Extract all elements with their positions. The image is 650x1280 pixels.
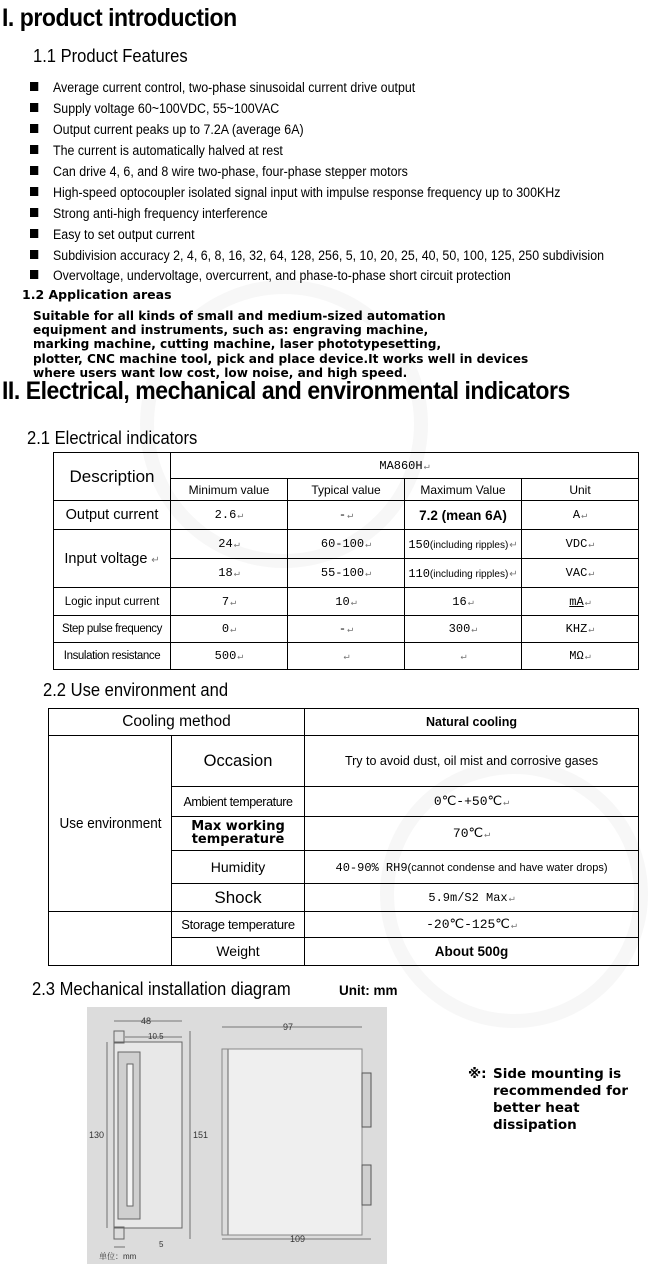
- application-text-line: Suitable for all kinds of small and medium-sized automation: [33, 308, 446, 323]
- features-heading: 1.1 Product Features: [33, 46, 188, 66]
- application-text-line: where users want low cost, low noise, and high speed.: [33, 365, 408, 380]
- table-row: [54, 616, 639, 643]
- col-header-typ: Typical value: [288, 479, 405, 501]
- cell-unit: A↵: [522, 501, 639, 530]
- bullet-square-icon: [30, 270, 38, 279]
- cell-typ: ↵: [288, 643, 405, 670]
- front-view-body: [228, 1049, 362, 1235]
- bullet-square-icon: [30, 103, 38, 112]
- max-working-value: 70℃↵: [305, 817, 639, 850]
- feature-item: Average current control, two-phase sinusoidal current drive output: [30, 80, 415, 95]
- bullet-square-icon: [30, 166, 38, 175]
- note-line: recommended for: [493, 1083, 628, 1099]
- row-label: Step pulse frequency: [54, 616, 171, 643]
- feature-item: Overvoltage, undervoltage, overcurrent, and phase-to-phase short circuit protection: [30, 268, 511, 283]
- environment-table: [48, 708, 639, 966]
- cell-typ: -↵: [288, 616, 405, 643]
- application-text-line: plotter, CNC machine tool, pick and place device.It works well in devices: [33, 351, 529, 366]
- table-row: [54, 501, 639, 530]
- dim-48: 48: [141, 1016, 152, 1026]
- application-text-line: marking machine, cutting machine, laser phototypesetting,: [33, 336, 442, 351]
- dim-130: 130: [89, 1130, 105, 1140]
- dim-5: 5: [159, 1240, 164, 1249]
- note-mark: ※:: [468, 1066, 487, 1082]
- feature-item: The current is automatically halved at rest: [30, 143, 283, 158]
- cooling-value: Natural cooling: [305, 709, 639, 736]
- col-header-max: Maximum Value: [405, 479, 522, 501]
- cell-min: 500↵: [171, 643, 288, 670]
- occasion-label: Occasion: [172, 736, 305, 787]
- bullet-square-icon: [30, 187, 38, 196]
- application-heading: 1.2 Application areas: [22, 287, 172, 302]
- bullet-square-icon: [30, 229, 38, 238]
- feature-item: Can drive 4, 6, and 8 wire two-phase, four-phase stepper motors: [30, 164, 408, 179]
- cell-unit: mA↵: [522, 588, 639, 616]
- feature-item: Easy to set output current: [30, 227, 195, 242]
- storage-label: Storage temperature: [172, 912, 305, 937]
- cell-max: 300↵: [405, 616, 522, 643]
- feature-item: Strong anti-high frequency interference: [30, 206, 268, 221]
- shock-label: Shock: [172, 883, 305, 911]
- col-header-min: Minimum value: [171, 479, 288, 501]
- blank-cell: [49, 912, 172, 966]
- side-view-tab-top: [114, 1031, 124, 1043]
- bullet-square-icon: [30, 208, 38, 217]
- mechanical-diagram: [87, 1007, 387, 1264]
- row-label: Output current: [54, 501, 171, 530]
- cell-min: 2.6↵: [171, 501, 288, 530]
- cell-max: ↵: [405, 643, 522, 670]
- max-working-label: Max working temperature: [172, 817, 305, 850]
- storage-value: -20℃-125℃↵: [305, 912, 639, 937]
- side-view-tab-bottom: [114, 1227, 124, 1239]
- mechanical-heading: 2.3 Mechanical installation diagram: [32, 979, 291, 999]
- table-row: [54, 588, 639, 616]
- mechanical-unit: Unit: mm: [339, 983, 398, 998]
- cell-min: 24↵: [171, 530, 288, 559]
- cell-max: 7.2 (mean 6A): [405, 501, 522, 530]
- col-header-unit: Unit: [522, 479, 639, 501]
- feature-item: Subdivision accuracy 2, 4, 6, 8, 16, 32, 64, 128, 256, 5, 10, 20, 25, 40, 50, 100, 125, 250 subdivision: [30, 248, 604, 263]
- model-header: MA860H↵: [171, 453, 639, 479]
- cell-unit: KHZ↵: [522, 616, 639, 643]
- dim-97: 97: [283, 1022, 294, 1032]
- diagram-svg: [87, 1007, 387, 1264]
- cell-unit: VAC↵: [522, 559, 639, 588]
- humidity-label: Humidity: [172, 850, 305, 883]
- dim-109: 109: [290, 1234, 306, 1244]
- note-line: dissipation: [493, 1117, 577, 1133]
- occasion-value: Try to avoid dust, oil mist and corrosive gases: [305, 736, 639, 787]
- cell-unit: VDC↵: [522, 530, 639, 559]
- bullet-square-icon: [30, 124, 38, 133]
- ambient-label: Ambient temperature: [172, 786, 305, 816]
- section1-title: I. product introduction: [2, 4, 237, 32]
- table-row: [54, 530, 639, 559]
- weight-value: About 500g: [305, 937, 639, 965]
- electrical-table: [53, 452, 639, 670]
- cell-max: 150(including ripples)↵: [405, 530, 522, 559]
- side-view-slot: [127, 1064, 133, 1206]
- unit-label: 单位：mm: [99, 1252, 137, 1261]
- cell-max: 16↵: [405, 588, 522, 616]
- cell-typ: 10↵: [288, 588, 405, 616]
- cell-min: 7↵: [171, 588, 288, 616]
- table-row: [54, 643, 639, 670]
- note-line: better heat: [493, 1100, 580, 1116]
- feature-item: High-speed optocoupler isolated signal input with impulse response frequency up to 300KHz: [30, 185, 560, 200]
- row-label: Logic input current: [54, 588, 171, 616]
- use-environment-label: Use environment: [55, 736, 166, 912]
- cell-min: 18↵: [171, 559, 288, 588]
- electrical-heading: 2.1 Electrical indicators: [27, 428, 198, 448]
- description-header: Description: [54, 453, 171, 501]
- cell-max: 110(including ripples)↵: [405, 559, 522, 588]
- cell-unit: MΩ↵: [522, 643, 639, 670]
- ambient-value: 0℃-+50℃↵: [305, 786, 639, 816]
- weight-label: Weight: [172, 937, 305, 965]
- bullet-square-icon: [30, 82, 38, 91]
- dim-151: 151: [193, 1130, 209, 1140]
- row-label: Input voltage ↵: [54, 530, 171, 588]
- environment-heading: 2.2 Use environment and: [43, 680, 229, 700]
- shock-value: 5.9m/S2 Max↵: [305, 883, 639, 911]
- note-line: Side mounting is: [493, 1066, 622, 1082]
- bullet-square-icon: [30, 250, 38, 259]
- row-label: Insulation resistance: [54, 643, 171, 670]
- cell-typ: 55-100↵: [288, 559, 405, 588]
- humidity-value: 40-90% RH9(cannot condense and have water drops): [305, 850, 639, 883]
- bullet-square-icon: [30, 145, 38, 154]
- mounting-note: [468, 1066, 628, 1134]
- connector-top: [362, 1073, 371, 1127]
- cell-typ: 60-100↵: [288, 530, 405, 559]
- section2-title: II. Electrical, mechanical and environmental indicators: [2, 377, 570, 405]
- cell-min: 0↵: [171, 616, 288, 643]
- application-text-line: equipment and instruments, such as: engraving machine,: [33, 322, 429, 337]
- cell-typ: -↵: [288, 501, 405, 530]
- cooling-label: Cooling method: [49, 709, 305, 736]
- dim-10-5: 10.5: [148, 1032, 164, 1041]
- feature-item: Output current peaks up to 7.2A (average 6A): [30, 122, 304, 137]
- feature-item: Supply voltage 60~100VDC, 55~100VAC: [30, 101, 279, 116]
- connector-bottom: [362, 1165, 371, 1205]
